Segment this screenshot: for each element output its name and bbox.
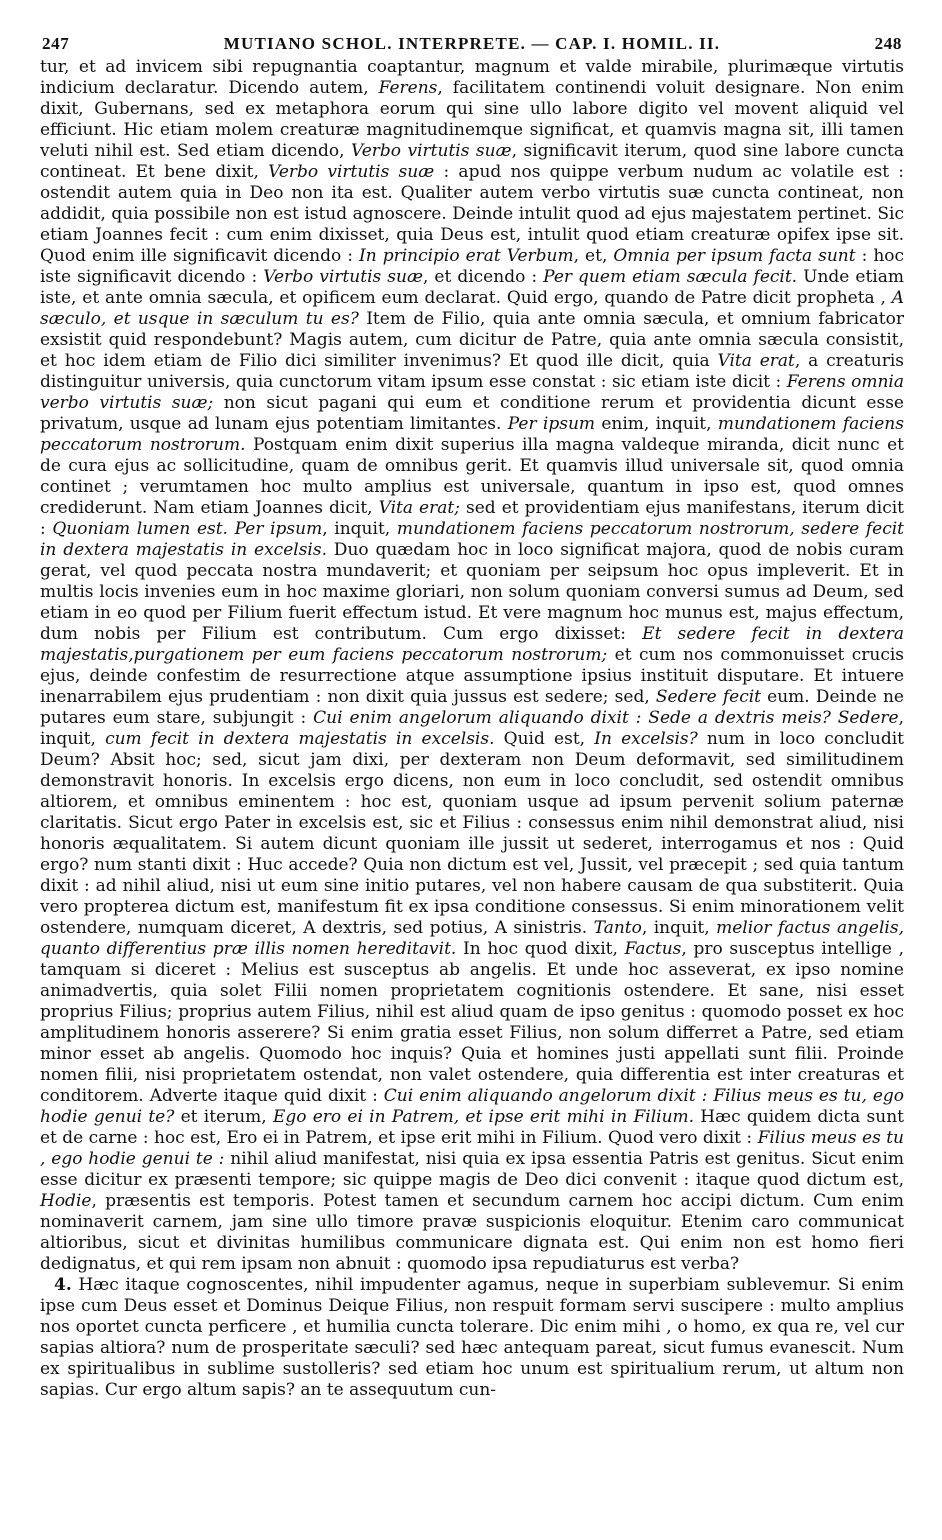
italic-quotation: Tanto bbox=[593, 918, 642, 938]
text-run: , inquit, bbox=[322, 519, 397, 539]
text-run: et cum nos commonuisset crucis ejus, deinde confestim de resurrectione atque assumptione ipsius instituit disputare. Et intuere inenarrabilem ejus prudentiam : non dixit quia jussus est sedere; sed, bbox=[40, 645, 904, 707]
paragraph-number: 4. bbox=[54, 1275, 72, 1295]
italic-quotation: Quoniam lumen est. Per ipsum bbox=[52, 519, 323, 539]
italic-quotation: Omnia per ipsum facta sunt bbox=[613, 246, 856, 266]
left-page-number: 247 bbox=[42, 34, 70, 53]
text-run: Unde etiam iste, et ante omnia sæcula, et opificem eum declarat. Quid ergo, quando de Patre dicit propheta , bbox=[40, 267, 904, 308]
text-run: , a creaturis distinguitur universis, quia cunctorum vitam ipsum esse constat : sic etiam iste dicit : bbox=[40, 351, 904, 392]
italic-quotation: Verbo virtutis suæ bbox=[263, 267, 423, 287]
right-page-number: 248 bbox=[874, 34, 902, 53]
italic-quotation: Cui enim angelorum aliquando dixit : Sede a dextris meis? Sedere bbox=[313, 708, 899, 728]
italic-quotation: Factus bbox=[624, 939, 682, 959]
text-run: enim, inquit, bbox=[595, 414, 718, 434]
italic-quotation: Verbo virtutis suæ bbox=[351, 141, 512, 161]
running-title: MUTIANO SCHOL. INTERPRETE. — CAP. I. HOMIL. II. bbox=[223, 34, 721, 53]
text-run: , et, bbox=[573, 246, 614, 266]
italic-quotation: Sedere fecit bbox=[655, 687, 761, 707]
text-run: num in loco concludit Deum? Absit hoc; sed, sicut jam dixi, per dexteram non Deum deformavit, sed similitudinem demonstravit honoris. In excelsis ergo dicens, non eum in loco concludit, sed ostendit omnibus altiorem, et omnibus eminentem : hoc est, quoniam usque ad ipsum pervenit solium paternæ claritatis. Sicut ergo Pater in excelsis est, sic et Filius : consessus enim nihil demonstrat aliud, nisi honoris æqualitatem. Si autem dicunt quoniam ille jussit ut sederet, interrogamus et nos : Quid ergo? num stanti dixit : Huc accede? Quia non dictum est vel, Jussit, vel præcepit ; sed quia tantum dixit : ad nihil aliud, nisi ut eum sine initio putares, vel non habere causam de qua substiterit. Quia vero propterea dictum est, manifestum fit ex ipsa conditione consessus. Si enim minorationem velit ostendere, numquam diceret, A dextris, sed potius, A sinistris. bbox=[40, 729, 905, 938]
italic-quotation: In principio erat Verbum bbox=[359, 246, 574, 266]
italic-quotation: Vita erat; bbox=[378, 498, 460, 518]
running-header bbox=[40, 34, 904, 54]
text-run: : apud nos quippe verbum nudum ac volatile est : ostendit autem quia in Deo non ita est. Qualiter autem verbo virtutis suæ cuncta contineat, non addidit, quia possibile non est istud agnoscere. Deinde intulit quod ad ejus majestatem pertinet. Sic etiam Joannes fecit : cum enim dixisset, quia Deus est, intulit quod etiam creaturæ opifex ipse sit. Quod enim ille significavit dicendo : bbox=[40, 162, 905, 266]
body-text bbox=[40, 57, 904, 1401]
italic-quotation: Et sedere fecit in dextera majestatis,purgationem per eum faciens peccatorum nostrorum; bbox=[40, 624, 905, 665]
italic-quotation: Verbo virtutis suæ bbox=[268, 162, 435, 182]
italic-quotation: A sæculo, et usque in sæculum tu es? bbox=[40, 288, 904, 329]
text-run: Hæc quidem dicta sunt et de carne : hoc est, Ero ei in Patrem, et ipse erit mihi in Filium. Quod vero dixit : bbox=[40, 1107, 904, 1148]
text-run: sed et providentiam ejus manifestans, iterum dicit : bbox=[40, 498, 904, 539]
text-run: , significavit iterum, quod sine labore cuncta contineat. Et bene dixit, bbox=[40, 141, 905, 182]
text-run: tur, et ad invicem sibi repugnantia coaptantur, magnum et valde mirabile, plurimæque virtutis indicium declaratur. Dicendo autem, bbox=[40, 57, 904, 98]
text-run: Duo quædam hoc in loco significat majora, quod de nobis curam gerat, vel quod peccata nostra mundaverit; et quoniam per seipsum hoc opus impleverit. Et in multis locis invenies eum in hoc maxime gloriari, non solum quoniam conversi sumus ad Deum, sed etiam in eo quod per Filium fuerit effectum istud. Et vere magnum hoc munus est, majus effectum, dum nobis per Filium est contributum. Cum ergo dixisset: bbox=[40, 540, 904, 644]
text-run: Item de Filio, quia ante omnia sæcula, et omnium fabricator exsistit quid respondebunt? Magis autem, cum dicitur de Patre, quia ante omnia sæcula consistit, et hoc idem etiam de Filio dici similiter invenimus? Et quod ille dicit, quia bbox=[40, 309, 904, 371]
text-run: , facilitatem continendi voluit designare. Non enim dixit, Gubernans, sed ex metaphora eorum qui sine ullo labore digito vel movent aliquid vel efficiunt. Hic etiam molem creaturæ magnitudinemque significat, et quamvis magna sit, illi tamen veluti nihil est. Sed etiam dicendo, bbox=[40, 78, 904, 161]
paragraph-4 bbox=[40, 1275, 904, 1401]
text-run: eum. Deinde ne putares eum stare, subjungit : bbox=[40, 687, 904, 728]
italic-quotation: Hodie bbox=[40, 1191, 92, 1211]
italic-quotation: cum fecit in dextera majestatis in excelsis. bbox=[105, 729, 495, 749]
italic-quotation: In excelsis? bbox=[594, 729, 698, 749]
text-run: , pro susceptus intellige , tamquam si diceret : Melius est susceptus ab angelis. Et unde hoc asseverat, ex ipso nomine animadvertis, quia solet Filii nomen proprietatem cognitionis ostendere. Et sane, nisi esset proprius Filius; proprius autem Filius, nihil est aliud quam de ipso genitus : quomodo posset ex hoc amplitudinem honoris asserere? Si enim gratia esset Filius, non solum differret a Patre, sed etiam minor esset ab angelis. Quomodo hoc inquis? Quia et homines justi appellati sunt filii. Proinde nomen filii, nisi proprietatem ostendat, non valet ostendere, quia differentia est inter creaturas et conditorem. Adverte itaque quid dixit : bbox=[40, 939, 904, 1106]
italic-quotation: Per quem etiam sæcula fecit. bbox=[543, 267, 798, 287]
text-run: non sicut pagani qui eum et conditione rerum et providentia dicunt esse privatum, usque ad lunam ejus potentiam limitantes. bbox=[40, 393, 904, 434]
italic-quotation: Cui enim aliquando angelorum dixit : Filius meus es tu, ego hodie genui te? bbox=[40, 1086, 904, 1127]
text-run: , et dicendo : bbox=[422, 267, 544, 287]
text-run: et iterum, bbox=[174, 1107, 273, 1127]
paragraph-continuation bbox=[40, 57, 904, 1275]
italic-quotation: melior factus angelis, quanto differentius præ illis nomen hereditavit. bbox=[40, 918, 904, 959]
text-run: Quid est, bbox=[494, 729, 595, 749]
italic-quotation: Vita erat bbox=[717, 351, 795, 371]
text-run: nihil aliud manifestat, nisi quia ex ipsa essentia Patris est genitus. Sicut enim esse dicitur ex præsenti tempore; sic quippe magis de Deo dici convenit : itaque quod dictum est, bbox=[40, 1149, 905, 1190]
italic-quotation: Ferens omnia verbo virtutis suæ; bbox=[40, 372, 904, 413]
italic-quotation: Per ipsum bbox=[507, 414, 596, 434]
italic-quotation: mundationem faciens peccatorum nostrorum, sedere fecit in dextera majestatis in excelsis. bbox=[40, 519, 904, 560]
text-run: Hæc itaque cognoscentes, nihil impudenter agamus, neque in superbiam sublevemur. Si enim ipse cum Deus esset et Dominus Deique Filius, non respuit formam servi suscipere : multo amplius nos oportet cuncta perficere , et humilia cuncta tolerare. Dic enim mihi , o homo, ex qua re, vel cur sapias altiora? num de prosperitate sæculi? sed hæc antequam pareat, sicut fumus evanescit. Num ex spiritualibus in sublime sustolleris? sed etiam hoc unum est spiritualium rerum, ut altum non sapias. Cur ergo altum sapis? an te assequutum cun- bbox=[40, 1275, 905, 1400]
text-run: , inquit, bbox=[641, 918, 717, 938]
italic-quotation: Filius meus es tu , ego hodie genui te : bbox=[40, 1128, 904, 1169]
italic-quotation: mundationem faciens peccatorum nostrorum. bbox=[40, 414, 904, 455]
text-run: In hoc quod dixit, bbox=[456, 939, 625, 959]
italic-quotation: Ego ero ei in Patrem, et ipse erit mihi in Filium. bbox=[272, 1107, 695, 1127]
italic-quotation: Ferens bbox=[378, 78, 438, 98]
text-run: Postquam enim dixit superius illa magna valdeque miranda, dicit nunc et de cura ejus ac sollicitudine, quam de omnibus gerit. Et quamvis illud universale sit, quod omnia continet ; verumtamen hoc multo amplius est universale, quantum in ipso est, quod omnes crediderunt. Nam etiam Joannes dicit, bbox=[40, 435, 904, 518]
text-run: , inquit, bbox=[40, 708, 904, 749]
text-run: , præsentis est temporis. Potest tamen et secundum carnem hoc accipi dictum. Cum enim nominaverit carnem, jam sine ullo timore pravæ suspicionis eloquitur. Etenim caro communicat altioribus, sicut et divinitas humilibus communicare dignata est. Qui enim non est homo fieri dedignatus, et qui rem ipsam non abnuit : quomodo ipsa repudiaturus est verba? bbox=[40, 1191, 904, 1274]
text-run: : hoc iste significavit dicendo : bbox=[40, 246, 905, 287]
